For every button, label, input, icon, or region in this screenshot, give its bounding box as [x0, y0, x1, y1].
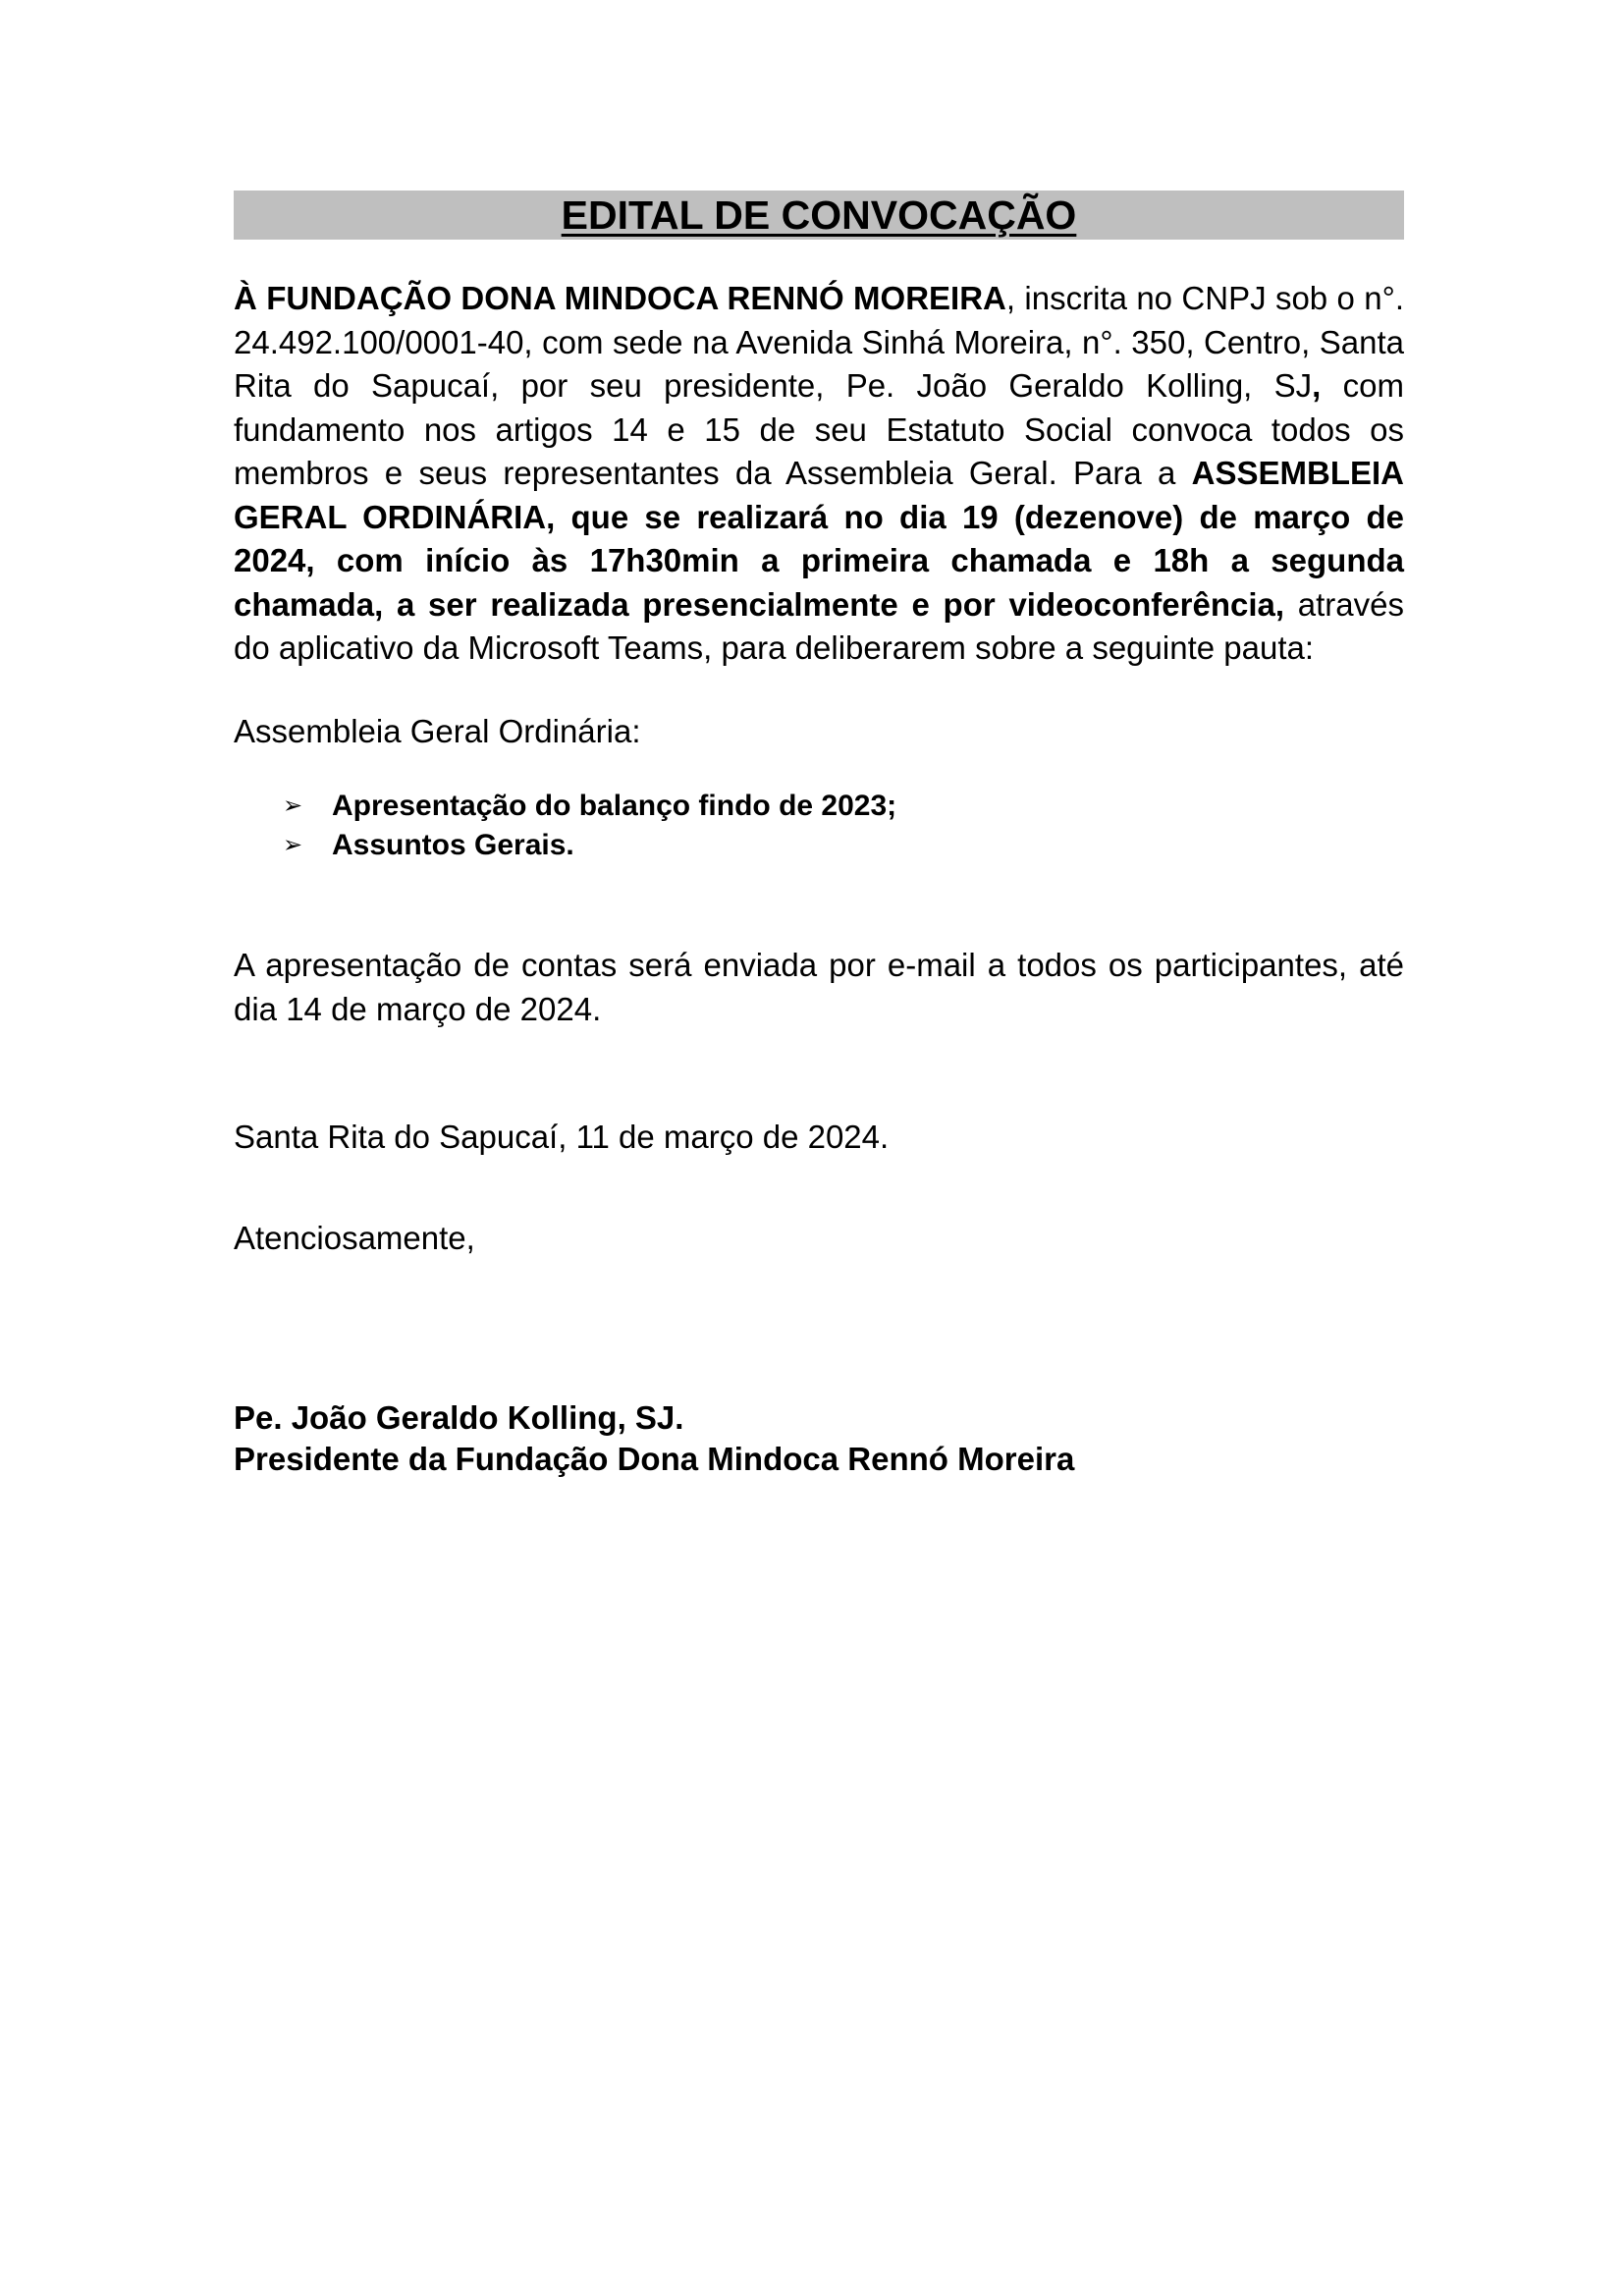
intro-text-1: , inscrita no CNPJ sob o n°. 24.492.100/0001-40, com sede na Avenida Sinhá Moreira, n°. 350, Centro, Santa Rita do Sapucaí, por seu presidente, Pe. João Geraldo Kolling, SJ: [234, 280, 1404, 404]
agenda-label: Assembleia Geral Ordinária:: [234, 712, 641, 749]
list-item: [283, 787, 1404, 826]
arrowhead-bullet-icon: ➢: [283, 832, 303, 858]
intro-comma: ,: [1312, 367, 1322, 404]
signatory-name: Pe. João Geraldo Kolling, SJ.: [234, 1399, 684, 1436]
list-item: [283, 826, 1404, 865]
signatory-role: Presidente da Fundação Dona Mindoca Rennó Moreira: [234, 1441, 1075, 1477]
assembly-details: ASSEMBLEIA GERAL ORDINÁRIA, que se realizará no dia 19 (dezenove) de março de 2024, com início às 17h30min a primeira chamada e 18h a segunda chamada, a ser realizada presencialmente e por videoconferência,: [234, 455, 1404, 623]
title-banner: [234, 191, 1404, 240]
foundation-name: À FUNDAÇÃO DONA MINDOCA RENNÓ MOREIRA: [234, 280, 1006, 316]
document-title: EDITAL DE CONVOCAÇÃO: [561, 192, 1077, 238]
intro-text-3: através do aplicativo da Microsoft Teams, para deliberarem sobre a seguinte pauta:: [234, 585, 1404, 666]
place-date: Santa Rita do Sapucaí, 11 de março de 2024.: [234, 1119, 890, 1155]
agenda-item-label: Apresentação do balanço findo de 2023;: [332, 790, 897, 822]
arrowhead-bullet-icon: ➢: [283, 793, 303, 819]
intro-text-2: com fundamento nos artigos 14 e 15 de seu Estatuto Social convoca todos os membros e seus representantes da Assembleia Geral. Para a: [234, 367, 1404, 491]
closing-salutation: Atenciosamente,: [234, 1219, 475, 1256]
agenda-list: [234, 787, 1404, 865]
document-page: [234, 191, 1404, 1480]
signature-block: [234, 1397, 1404, 1480]
accounts-note: A apresentação de contas será enviada por e-mail a todos os participantes, até dia 14 de março de 2024.: [234, 947, 1404, 1027]
agenda-item-label: Assuntos Gerais.: [332, 829, 574, 861]
intro-paragraph: [234, 277, 1404, 671]
